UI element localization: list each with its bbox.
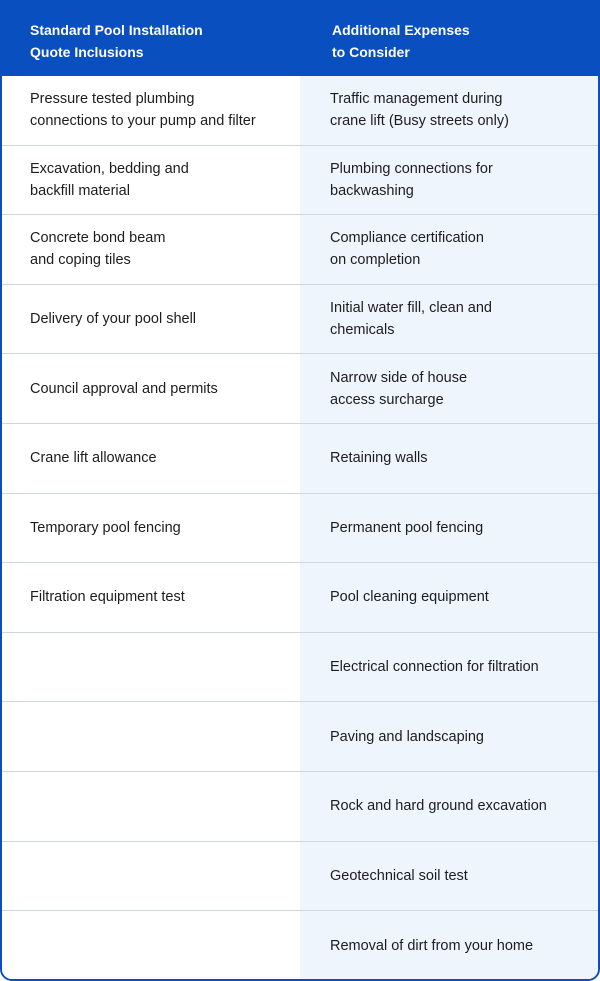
expense-cell: Narrow side of house access surcharge	[300, 354, 598, 423]
inclusion-cell	[2, 633, 300, 702]
inclusion-cell: Excavation, bedding and backfill material	[2, 146, 300, 215]
table-row	[2, 842, 598, 912]
table-row	[2, 772, 598, 842]
expense-cell: Pool cleaning equipment	[300, 563, 598, 632]
inclusion-cell	[2, 911, 300, 981]
expense-cell: Rock and hard ground excavation	[300, 772, 598, 841]
expense-cell: Initial water fill, clean and chemicals	[300, 285, 598, 354]
expense-cell: Retaining walls	[300, 424, 598, 493]
inclusion-cell	[2, 702, 300, 771]
table-row	[2, 911, 598, 981]
expense-cell: Plumbing connections for backwashing	[300, 146, 598, 215]
expense-cell: Traffic management during crane lift (Busy streets only)	[300, 76, 598, 145]
inclusion-cell: Council approval and permits	[2, 354, 300, 423]
inclusion-cell: Crane lift allowance	[2, 424, 300, 493]
header-quote-inclusions: Standard Pool Installation Quote Inclusions	[30, 22, 203, 60]
inclusion-cell: Delivery of your pool shell	[2, 285, 300, 354]
table-row	[2, 354, 598, 424]
inclusion-cell: Concrete bond beam and coping tiles	[2, 215, 300, 284]
inclusion-cell: Pressure tested plumbing connections to your pump and filter	[2, 76, 300, 145]
table-row	[2, 563, 598, 633]
expense-cell: Compliance certification on completion	[300, 215, 598, 284]
table-row	[2, 494, 598, 564]
inclusion-cell	[2, 842, 300, 911]
table-row	[2, 633, 598, 703]
table-body	[2, 76, 598, 981]
table-header	[2, 2, 598, 76]
table-row	[2, 702, 598, 772]
table-row	[2, 76, 598, 146]
expense-cell: Permanent pool fencing	[300, 494, 598, 563]
table-row	[2, 424, 598, 494]
expense-cell: Paving and landscaping	[300, 702, 598, 771]
inclusion-cell	[2, 772, 300, 841]
expense-cell: Electrical connection for filtration	[300, 633, 598, 702]
table-row	[2, 215, 598, 285]
table-row	[2, 146, 598, 216]
expense-cell: Geotechnical soil test	[300, 842, 598, 911]
header-additional-expenses: Additional Expenses to Consider	[332, 22, 470, 60]
table-row	[2, 285, 598, 355]
inclusion-cell: Temporary pool fencing	[2, 494, 300, 563]
expense-cell: Removal of dirt from your home	[300, 911, 598, 981]
inclusion-cell: Filtration equipment test	[2, 563, 300, 632]
